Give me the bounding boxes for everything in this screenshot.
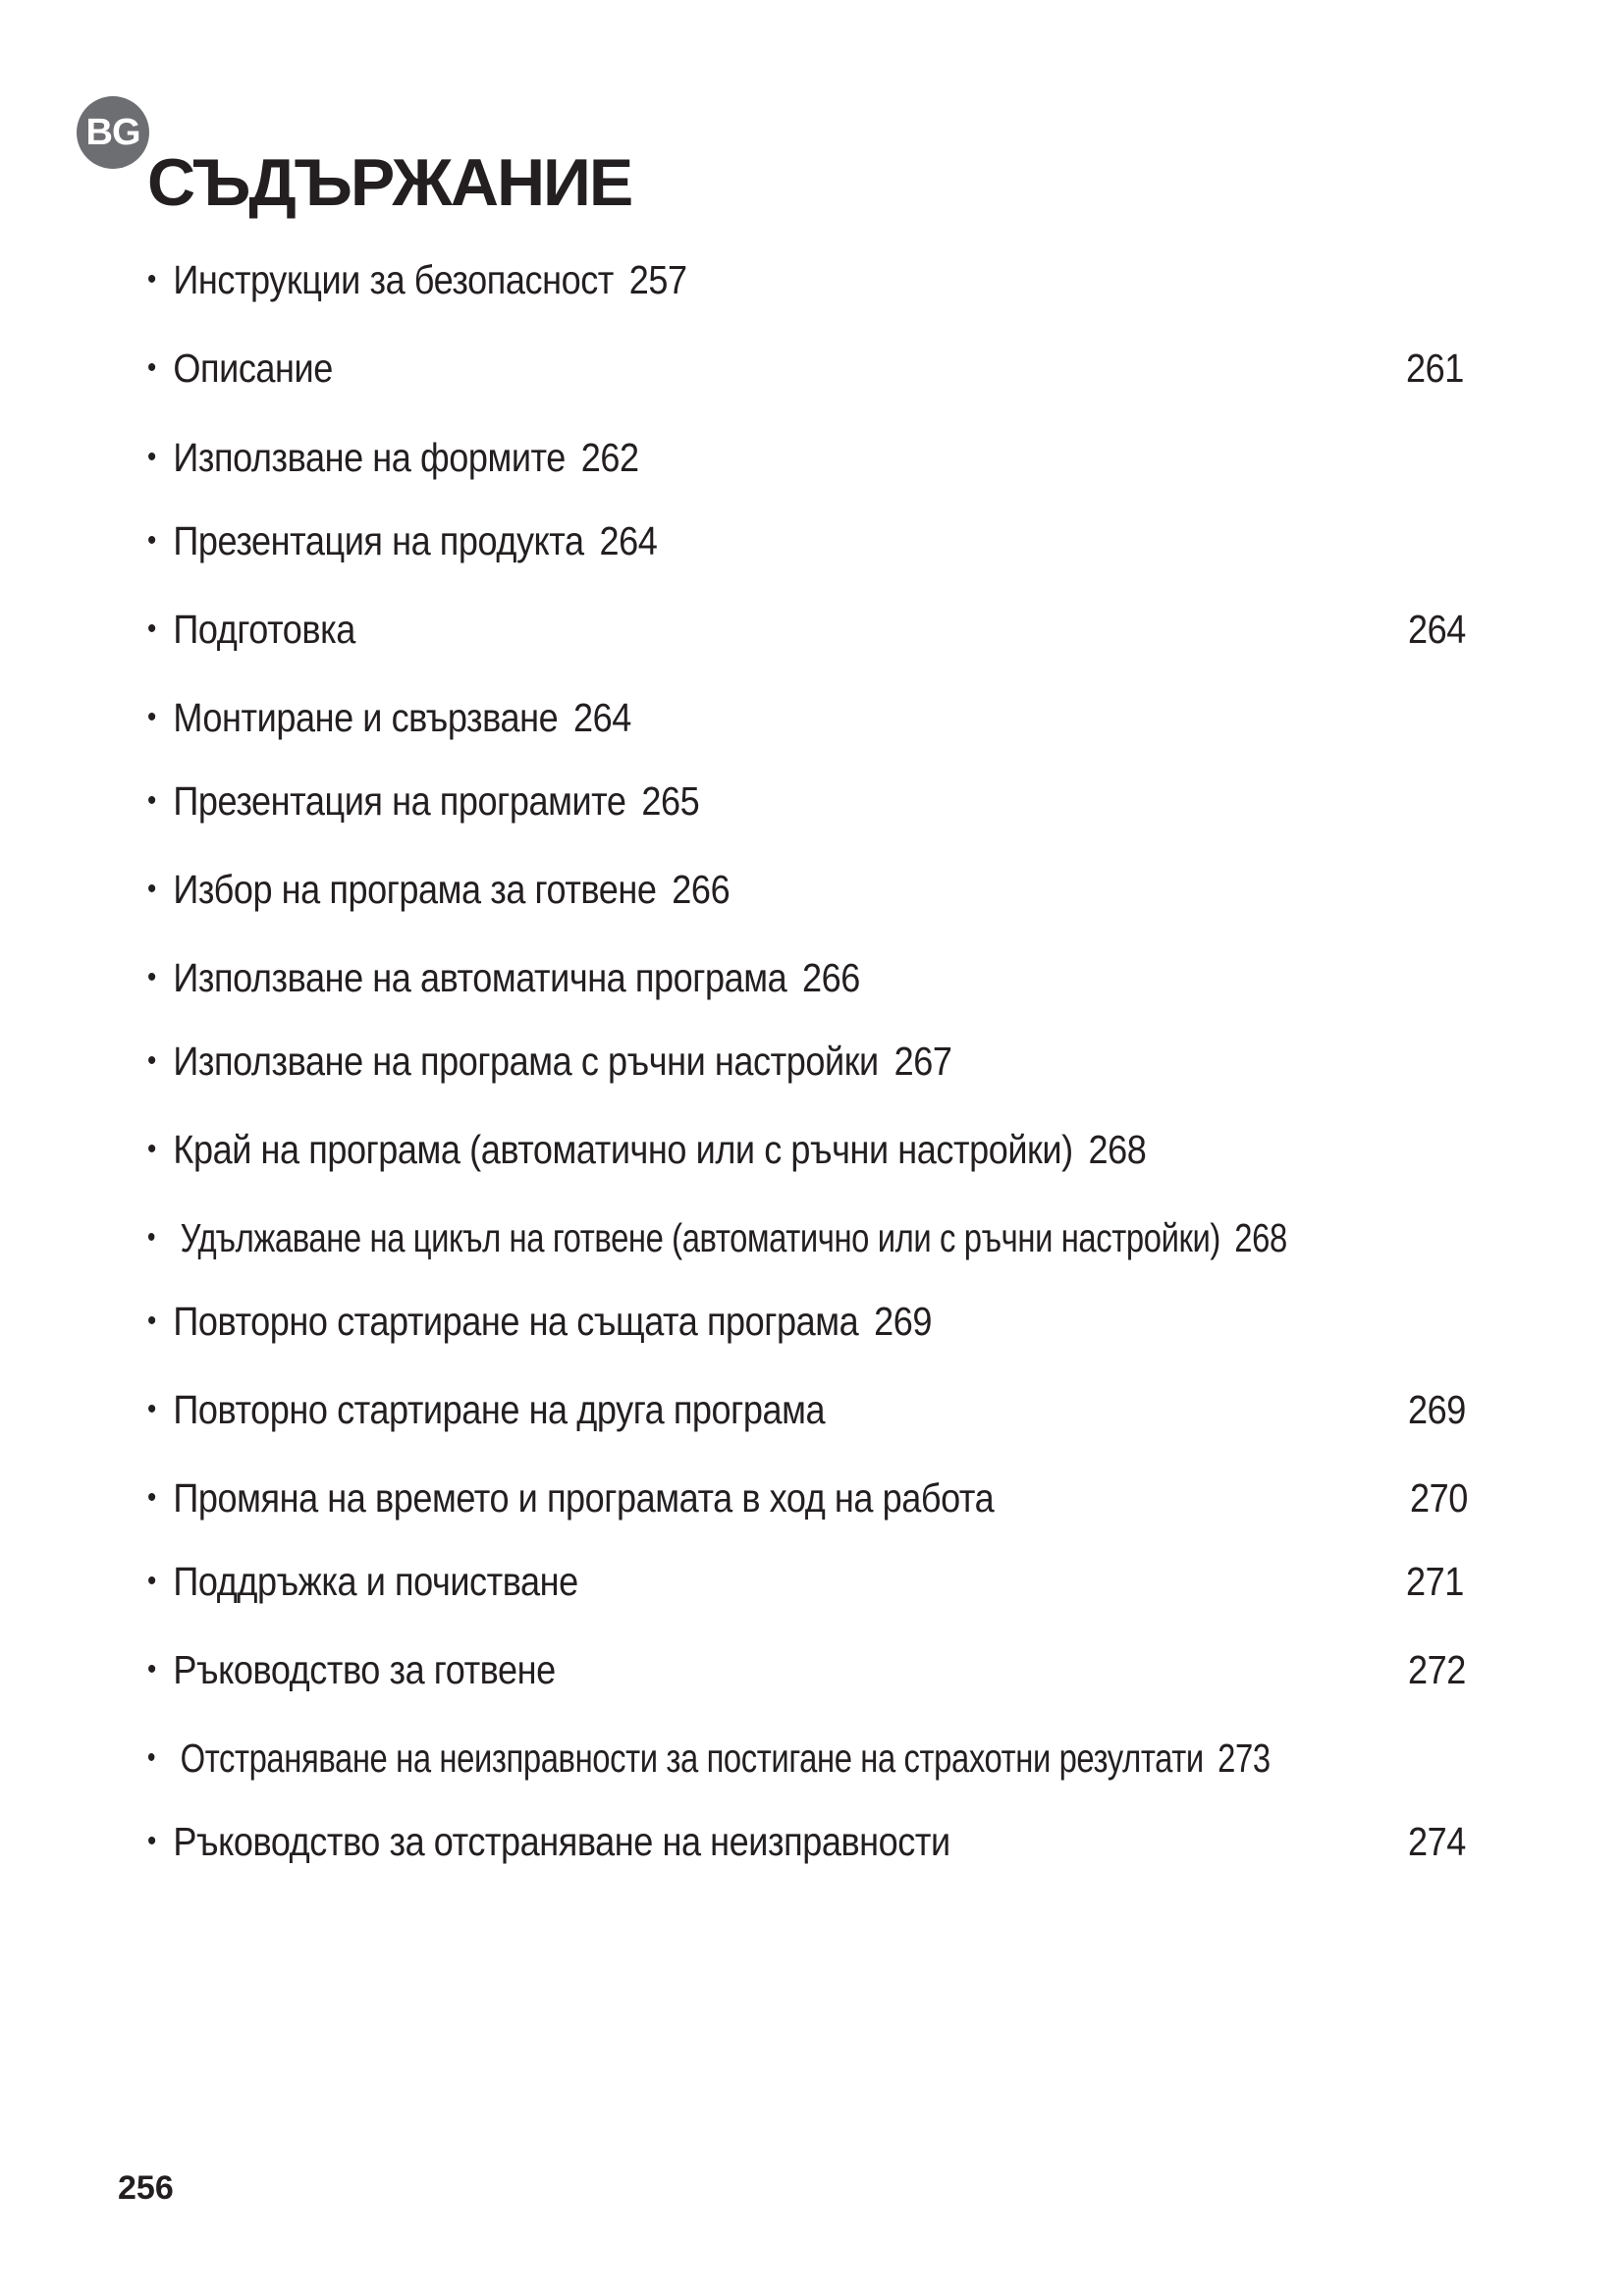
toc-entry-page: 269 <box>874 1298 932 1344</box>
toc-entry-title: Отстраняване на неизправности за постигане на страхотни резултати <box>180 1735 1204 1781</box>
page-title: СЪДЪРЖАНИЕ <box>147 145 632 220</box>
toc-entry-page: 266 <box>672 866 731 912</box>
toc-entry-end-program[interactable] <box>147 1120 1146 1179</box>
toc-entry-title: Презентация на програмите <box>173 777 626 824</box>
toc-entry-page: 268 <box>1234 1214 1287 1260</box>
toc-entry-page: 265 <box>641 777 700 824</box>
toc-entry-title: Описание <box>173 345 333 391</box>
toc-entry-assembly[interactable] <box>147 688 631 747</box>
toc-entry-page: 264 <box>599 517 658 563</box>
toc-entry-auto-program[interactable] <box>147 948 860 1007</box>
toc-entry-change-time[interactable] <box>147 1468 994 1527</box>
toc-entry-title: Край на програма (автоматично или с ръчни настройки) <box>173 1126 1073 1172</box>
toc-entry-page-right: 271 <box>1406 1558 1464 1604</box>
toc-entry-title: Подготовка <box>173 606 355 652</box>
bullet-icon: • <box>147 441 156 473</box>
toc-entry-title: Повторно стартиране на същата програма <box>173 1298 859 1344</box>
toc-entry-troubleshoot-results[interactable] <box>147 1729 1271 1788</box>
toc-entry-description[interactable] <box>147 339 333 398</box>
bullet-icon: • <box>147 1221 156 1254</box>
toc-entry-page: 262 <box>580 434 639 480</box>
toc-entry-preparation[interactable] <box>147 600 355 659</box>
bullet-icon: • <box>147 351 156 384</box>
toc-entry-programs[interactable] <box>147 772 699 830</box>
language-badge <box>77 96 149 169</box>
toc-entry-restart-other[interactable] <box>147 1380 825 1439</box>
toc-entry-title: Използване на автоматична програма <box>173 954 787 1000</box>
bullet-icon: • <box>147 784 156 817</box>
toc-entry-page: 257 <box>628 256 687 302</box>
toc-entry-restart-same[interactable] <box>147 1292 932 1351</box>
toc-entry-safety[interactable] <box>147 250 687 309</box>
language-badge-label: BG <box>85 111 140 153</box>
toc-entry-extend-cycle[interactable] <box>147 1208 1287 1267</box>
toc-entry-page: 273 <box>1218 1735 1271 1781</box>
toc-entry-page-right: 264 <box>1408 606 1466 652</box>
toc-entry-title: Удължаване на цикъл на готвене (автоматично или с ръчни настройки) <box>180 1214 1220 1260</box>
toc-entry-page: 264 <box>573 694 631 740</box>
toc-entry-choose-program[interactable] <box>147 860 730 919</box>
bullet-icon: • <box>147 1133 156 1165</box>
toc-entry-cooking-guide[interactable] <box>147 1640 556 1699</box>
bullet-icon: • <box>147 524 156 557</box>
toc-entry-page-right: 274 <box>1408 1818 1466 1864</box>
bullet-icon: • <box>147 1393 156 1425</box>
toc-entry-title: Поддръжка и почистване <box>173 1558 578 1604</box>
toc-entry-title: Използване на формите <box>173 434 566 480</box>
bullet-icon: • <box>147 1305 156 1337</box>
bullet-icon: • <box>147 1653 156 1685</box>
bullet-icon: • <box>147 613 156 645</box>
page-number: 256 <box>118 2169 174 2207</box>
toc-entry-title: Избор на програма за готвене <box>173 866 657 912</box>
toc-entry-troubleshoot-guide[interactable] <box>147 1812 950 1871</box>
bullet-icon: • <box>147 961 156 993</box>
toc-entry-page: 267 <box>893 1038 952 1084</box>
bullet-icon: • <box>147 1825 156 1857</box>
toc-entry-page: 268 <box>1088 1126 1147 1172</box>
bullet-icon: • <box>147 1565 156 1597</box>
toc-entry-title: Ръководство за готвене <box>173 1646 556 1692</box>
bullet-icon: • <box>147 1741 156 1774</box>
toc-entry-page-right: 269 <box>1408 1386 1466 1432</box>
toc-entry-manual-program[interactable] <box>147 1032 952 1091</box>
toc-entry-page: 266 <box>802 954 860 1000</box>
toc-entry-title: Инструкции за безопасност <box>173 256 614 302</box>
toc-entry-title: Ръководство за отстраняване на неизправности <box>173 1818 950 1864</box>
toc-entry-title: Промяна на времето и програмата в ход на работа <box>173 1474 995 1521</box>
toc-entry-page-right: 272 <box>1408 1646 1466 1692</box>
bullet-icon: • <box>147 1481 156 1514</box>
toc-entry-page-right: 270 <box>1410 1474 1468 1521</box>
toc-entry-title: Презентация на продукта <box>173 517 584 563</box>
toc-entry-product[interactable] <box>147 511 657 570</box>
toc-entry-page-right: 261 <box>1406 345 1464 391</box>
toc-entry-title: Повторно стартиране на друга програма <box>173 1386 826 1432</box>
bullet-icon: • <box>147 263 156 295</box>
toc-entry-title: Използване на програма с ръчни настройки <box>173 1038 879 1084</box>
toc-entry-title: Монтиране и свързване <box>173 694 559 740</box>
bullet-icon: • <box>147 873 156 905</box>
toc-entry-maintenance[interactable] <box>147 1552 578 1611</box>
toc-entry-molds[interactable] <box>147 428 639 487</box>
bullet-icon: • <box>147 701 156 733</box>
bullet-icon: • <box>147 1044 156 1077</box>
